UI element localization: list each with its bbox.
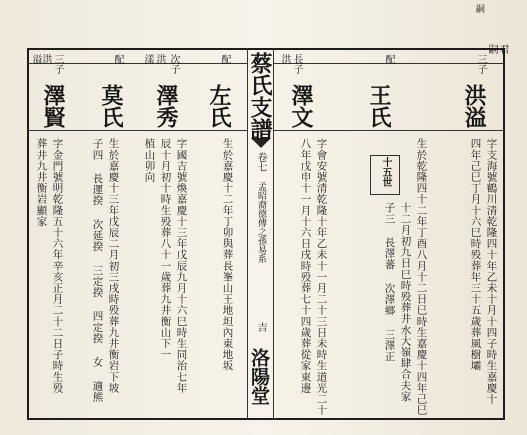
text-ze-xiu-1: 字國吉號煥嘉慶十三年戊辰九月十六巳時生同治七年: [175, 138, 188, 394]
tag-col-5: 長子: [291, 54, 302, 74]
tag-col-1: 三子: [52, 54, 63, 74]
text-wang-shi-2: 十二月初九日巳時殁葬井水大嶺肆合夫家: [399, 202, 412, 402]
tag-col-5b: 洪: [279, 54, 290, 64]
name-row-rule-left: [28, 130, 247, 131]
name-zuo-shi: 左氏: [206, 84, 232, 128]
spine-volume: 卷七: [255, 152, 266, 172]
text-hong-yi-1: 字支海號鶴川清乾隆四十年乙未十月十四子時生嘉慶十: [485, 138, 498, 405]
tag-col-1c: 溢: [30, 54, 41, 64]
text-wang-shi-3: 子三 長澤蕃 次澤鄉 三澤正: [383, 202, 396, 362]
tag-col-4: 配: [219, 54, 230, 64]
text-ze-xiu-3: 植山卯向: [143, 138, 156, 183]
tag-col-7c: 君: [497, 44, 508, 54]
text-ze-xian-2: 葬井九井衡岩顯家: [35, 138, 48, 227]
spine-section: 孟昭裔德傳之孫易系: [256, 182, 266, 263]
text-wang-shi-1: 生於乾隆四十二年丁酉八月十二日巳時生嘉慶十四年己巳: [415, 138, 428, 416]
name-ze-xian: 澤賢: [40, 84, 66, 128]
tag-col-3b: 洪: [154, 54, 165, 64]
tag-col-3: 次子: [168, 54, 179, 74]
name-wang-shi: 王氏: [366, 84, 392, 128]
tag-col-6: 配: [383, 54, 394, 64]
name-ze-xiu: 澤秀: [153, 84, 179, 128]
top-note-1: 嗣: [474, 4, 484, 13]
name-mo-shi: 莫氏: [98, 84, 124, 128]
text-mo-shi-1: 生於嘉慶十三年戊辰二月初三戌時殁葬九井衡岩下坡: [107, 138, 120, 394]
spine-page-mark: 吉: [255, 322, 266, 332]
generation-label: 十五世: [380, 157, 391, 187]
text-hong-yi-2: 四年己巳丁月十六巳時殁葬年三十五歲葬風樹壩: [469, 138, 482, 372]
name-hong-yi: 洪溢: [461, 84, 487, 128]
text-mo-shi-2: 子四 長運揆 次延揆 三定揆 四定揆 女 適熊: [91, 138, 104, 403]
tag-col-3c: 漾: [142, 54, 153, 64]
tag-col-1b: 洪: [40, 54, 51, 64]
text-zuo-shi-1: 生於嘉慶十二年丁卯與葬長峯山王地坦內東地坂: [221, 138, 234, 372]
text-ze-xian-1: 字金門號明乾隆五十六年辛亥正月二十二日子時生殁: [51, 138, 64, 394]
spine-title: 蔡氏支譜: [247, 52, 273, 140]
text-ze-wen-2: 八年戊申十一月十六日戌時殁葬七十四歲葬從家東邊: [299, 138, 312, 394]
tag-col-2: 配: [112, 54, 123, 64]
tag-col-7b: 嗣: [486, 44, 497, 54]
spine-hall-name: 洛陽堂: [248, 348, 270, 405]
name-ze-wen: 澤文: [288, 84, 314, 128]
name-row-rule-right: [273, 130, 504, 131]
spine-right-rule: [273, 48, 274, 420]
tag-col-7: 三子: [475, 54, 486, 74]
text-ze-wen-1: 字會安號清乾隆十年乙未十一月二十三日未時生道光二十: [315, 138, 328, 416]
text-ze-xiu-2: 辰十月初十時生殁葬八十一歲葬九井衡山下一: [159, 138, 172, 360]
